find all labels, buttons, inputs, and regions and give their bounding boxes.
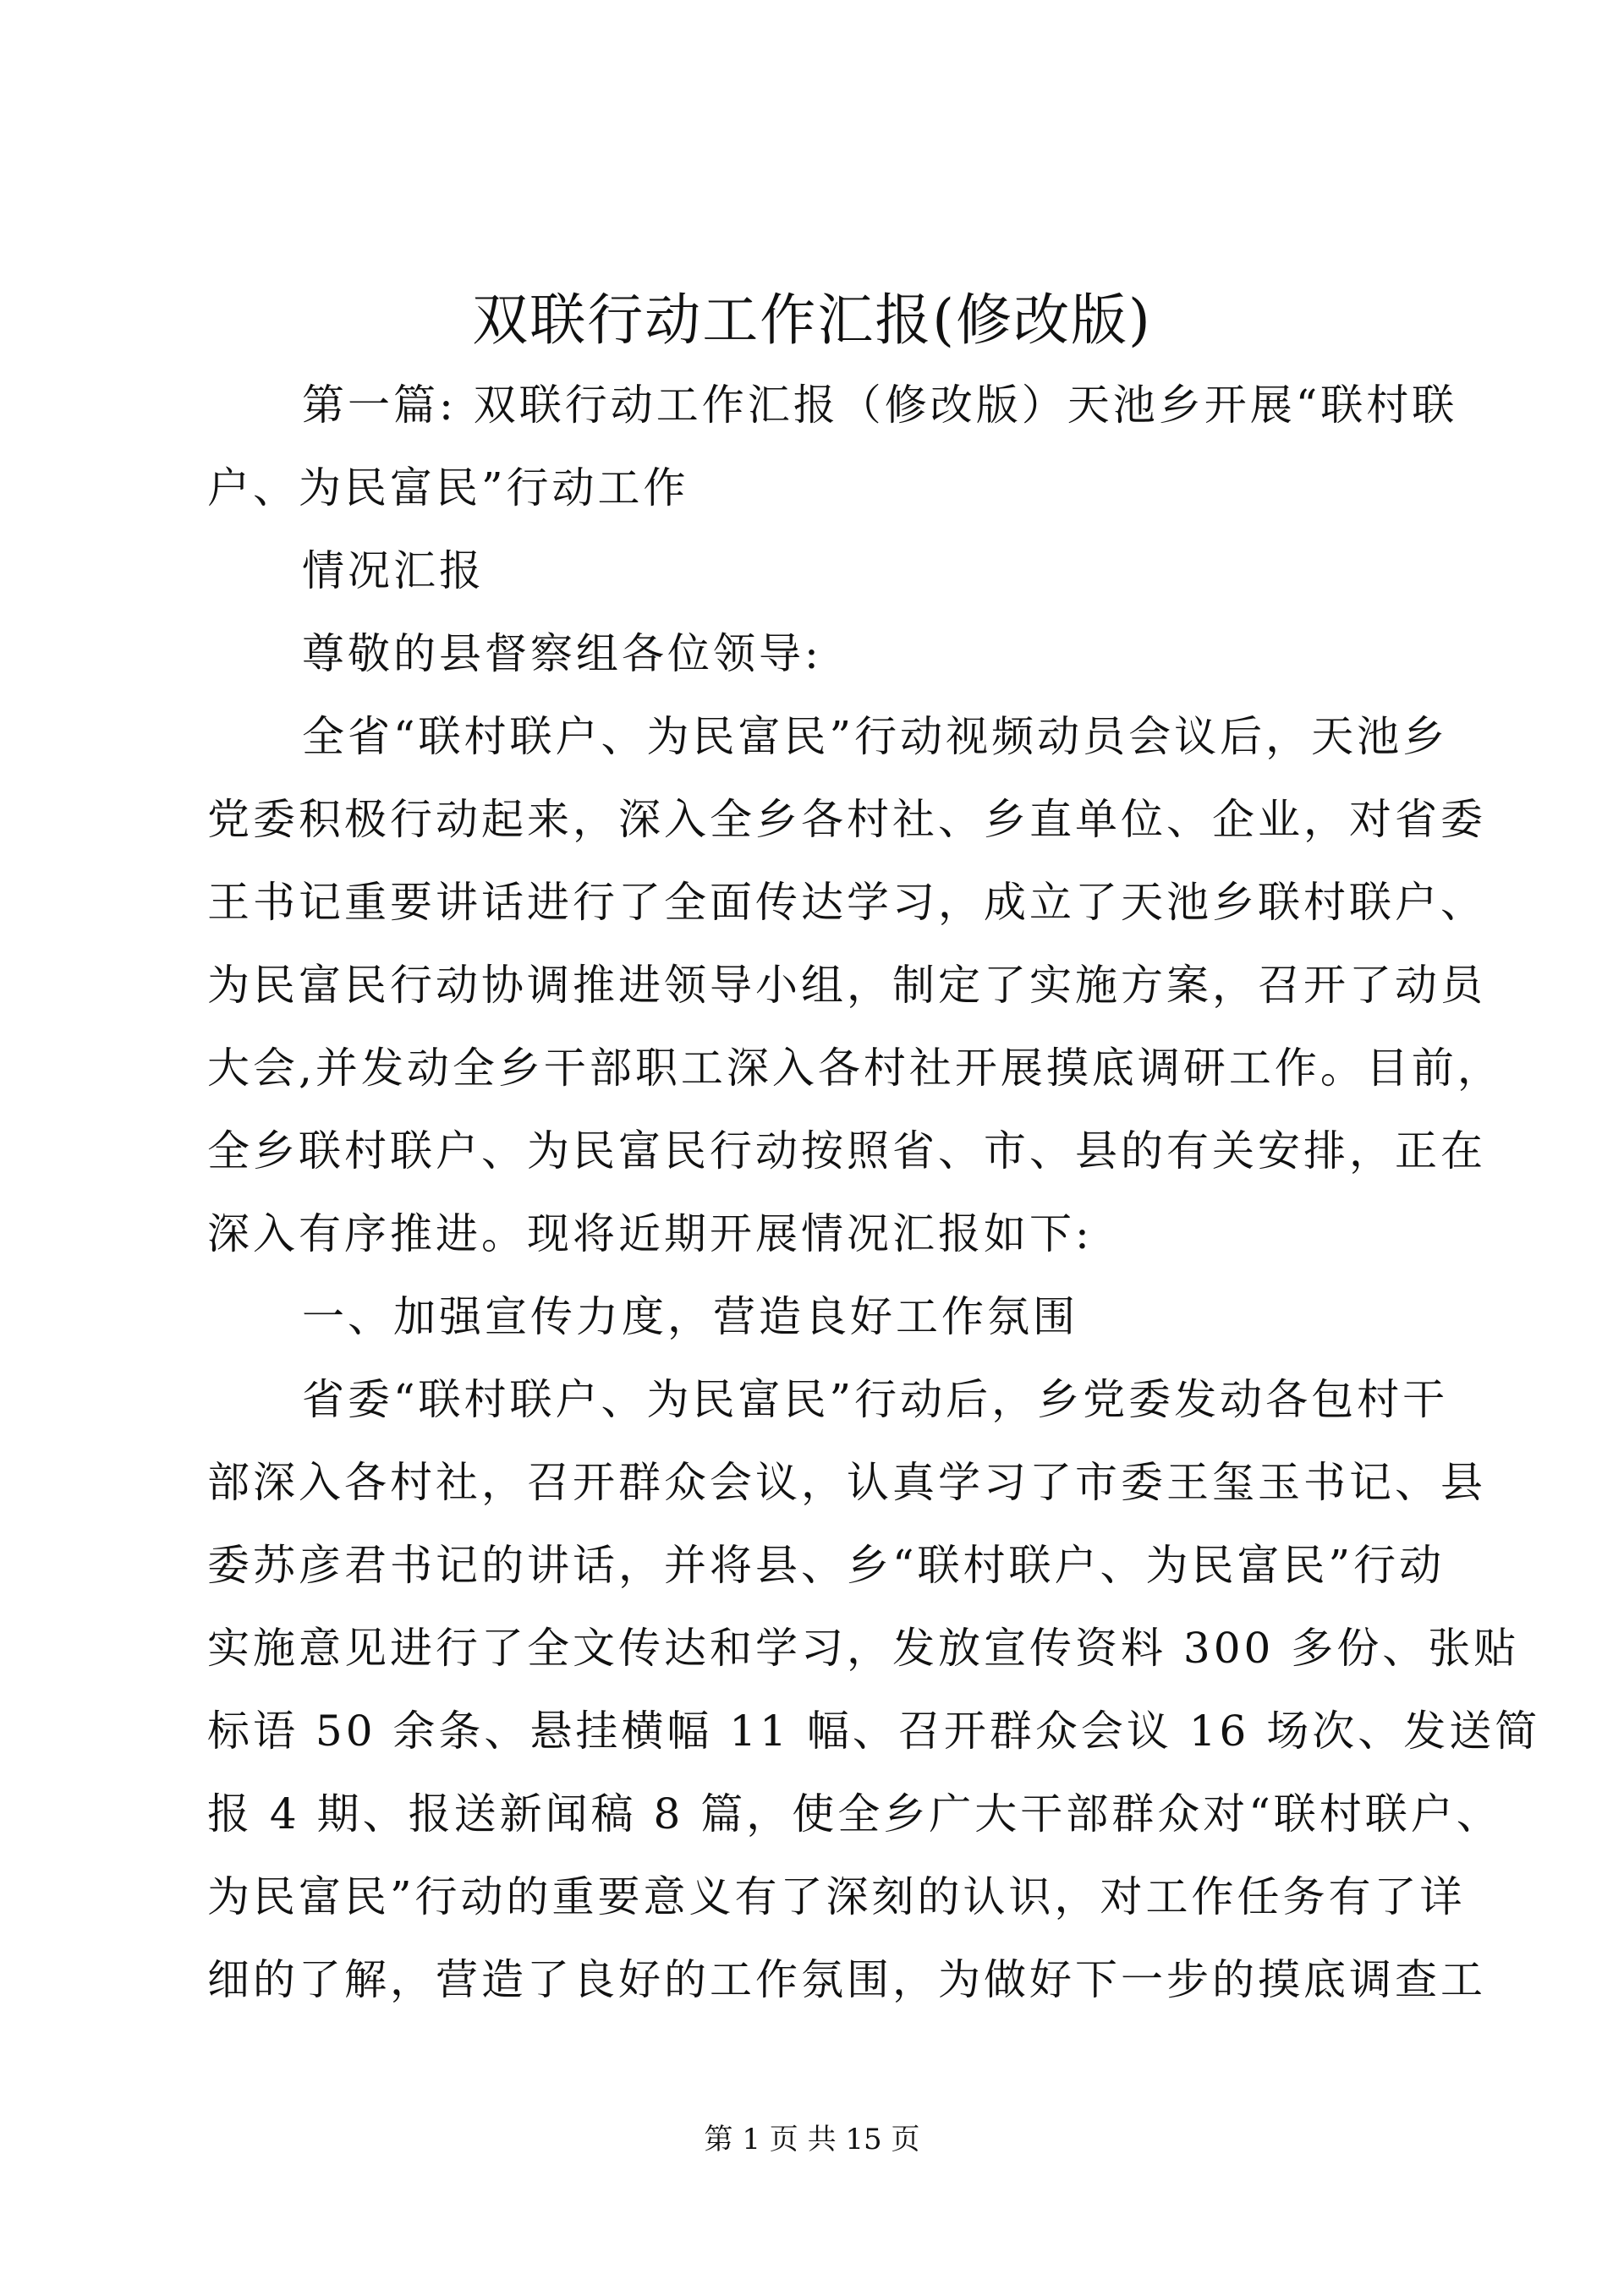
paragraph-line: 党委积极行动起来，深入全乡各村社、乡直单位、企业，对省委: [207, 795, 1486, 844]
paragraph-line: 全乡联村联户、为民富民行动按照省、市、县的有关安排，正在: [207, 1126, 1486, 1175]
paragraph-line: 细的了解，营造了良好的工作氛围，为做好下一步的摸底调查工: [207, 1955, 1486, 2004]
paragraph-line: 户、为民富民”行动工作: [207, 463, 689, 512]
paragraph-line: 省委“联村联户、为民富民”行动后，乡党委发动各包村干: [302, 1375, 1449, 1424]
document-title: 双联行动工作汇报(修改版): [472, 288, 1152, 353]
paragraph-line: 标语 50 余条、悬挂横幅 11 幅、召开群众会议 16 场次、发送简: [207, 1707, 1541, 1756]
paragraph-line: 部深入各村社，召开群众会议，认真学习了市委王玺玉书记、县: [207, 1458, 1486, 1507]
paragraph-line: 全省“联村联户、为民富民”行动视频动员会议后，天池乡: [302, 712, 1449, 761]
paragraph-line: 王书记重要讲话进行了全面传达学习，成立了天池乡联村联户、: [207, 878, 1486, 927]
paragraph-line: 实施意见进行了全文传达和学习，发放宣传资料 300 多份、张贴: [207, 1624, 1520, 1673]
page-number: 第 1 页 共 15 页: [704, 2123, 920, 2156]
paragraph-line: 深入有序推进。现将近期开展情况汇报如下:: [207, 1209, 1093, 1258]
paragraph-line: 报 4 期、报送新闻稿 8 篇，使全乡广大干部群众对“联村联户、: [207, 1789, 1502, 1838]
salutation-line: 尊敬的县督察组各位领导:: [302, 629, 822, 678]
paragraph-line: 第一篇: 双联行动工作汇报（修改版）天池乡开展“联村联: [302, 381, 1458, 430]
document-body: [207, 364, 1541, 2021]
paragraph-line: 大会,并发动全乡干部职工深入各村社开展摸底调研工作。目前，: [207, 1044, 1503, 1093]
section-heading: 一、加强宣传力度，营造良好工作氛围: [302, 1292, 1078, 1341]
paragraph-line: 情况汇报: [302, 546, 485, 595]
paragraph-line: 为民富民”行动的重要意义有了深刻的认识，对工作任务有了详: [207, 1872, 1466, 1921]
paragraph-line: 委苏彦君书记的讲话，并将县、乡“联村联户、为民富民”行动: [207, 1541, 1446, 1590]
paragraph-line: 为民富民行动协调推进领导小组，制定了实施方案，召开了动员: [207, 961, 1486, 1010]
